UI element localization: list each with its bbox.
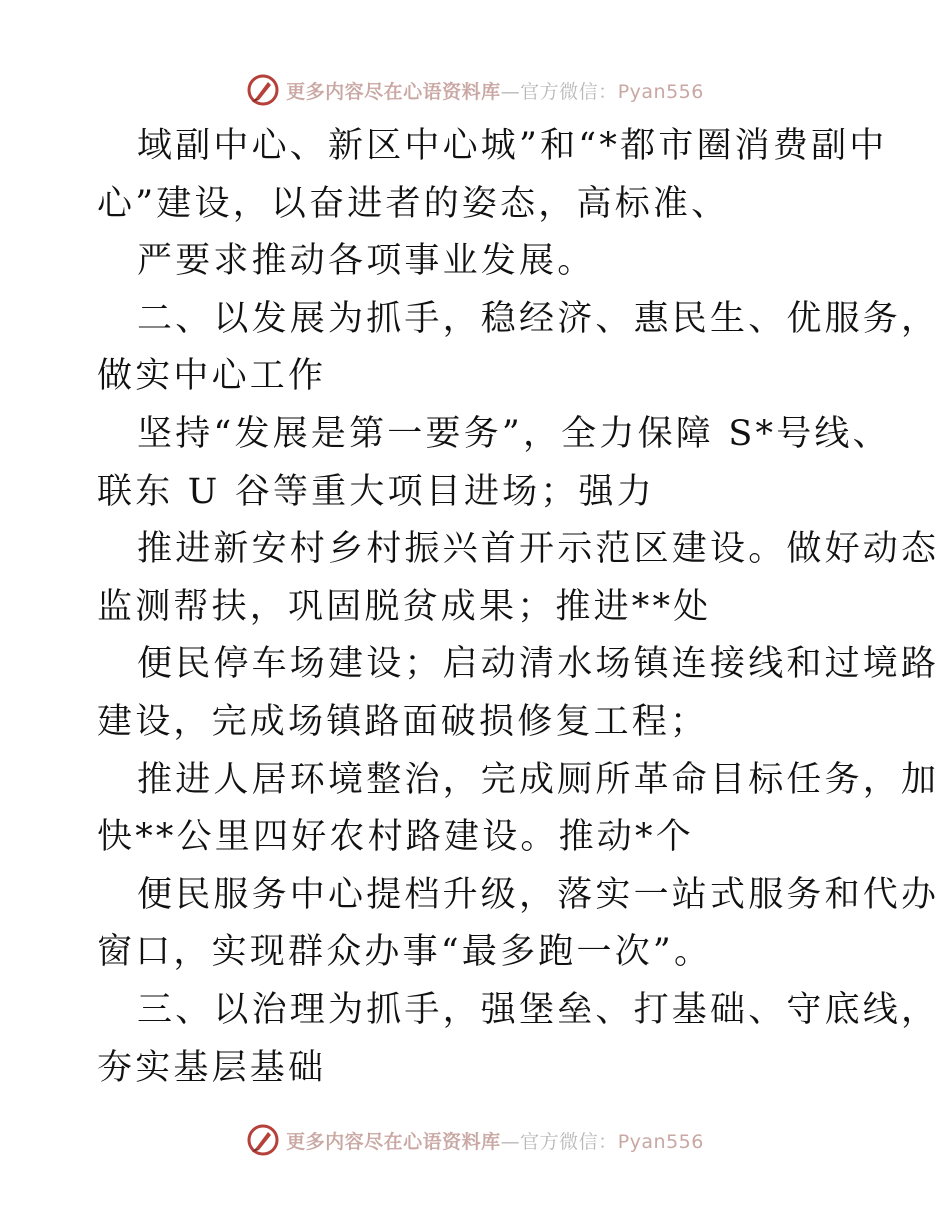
watermark-main-text: 更多内容尽在心语资料库 (286, 1130, 501, 1153)
watermark-text (286, 1127, 704, 1154)
pen-in-circle-icon (246, 73, 280, 107)
watermark-wechat-id: Pyan556 (617, 1130, 704, 1153)
text-line: 夯实基层基础 (97, 1047, 327, 1088)
text-line: 心”建设，以奋进者的姿态，高标准、 (97, 183, 730, 224)
text-line: 快**公里四好农村路建设。推动*个 (97, 817, 694, 858)
text-line: 便民服务中心提档升级，落实一站式服务和代办 (137, 874, 940, 915)
text-line: 监测帮扶，巩固脱贫成果；推进**处 (97, 586, 712, 627)
pen-in-circle-icon (246, 1123, 280, 1157)
watermark-separator: — (500, 1130, 521, 1153)
text-line: 便民停车场建设；启动清水场镇连接线和过境路 (137, 644, 940, 685)
text-line: 三、以治理为抓手，强堡垒、打基础、守底线， (137, 989, 940, 1030)
text-line: 联东 U 谷等重大项目进场；强力 (97, 471, 655, 512)
header-watermark (0, 70, 950, 110)
watermark-separator: — (500, 80, 521, 103)
document-body (97, 118, 940, 1097)
watermark-wechat-label: 官方微信： (520, 1130, 618, 1153)
text-line: 建设，完成场镇路面破损修复工程； (97, 701, 709, 742)
watermark-text (286, 77, 704, 104)
text-line: 域副中心、新区中心城”和“*都市圈消费副中 (137, 126, 888, 166)
watermark-wechat-label: 官方微信： (520, 80, 618, 103)
text-line: 推进新安村乡村振兴首开示范区建设。做好动态 (137, 529, 940, 570)
text-line: 做实中心工作 (97, 356, 327, 397)
watermark-wechat-id: Pyan556 (617, 80, 704, 103)
text-line: 严要求推动各项事业发展。 (137, 241, 596, 282)
watermark-main-text: 更多内容尽在心语资料库 (286, 80, 501, 103)
text-line: 二、以发展为抓手，稳经济、惠民生、优服务， (137, 298, 940, 339)
text-line: 坚持“发展是第一要务”，全力保障 S*号线、 (137, 413, 891, 454)
text-line: 推进人居环境整治，完成厕所革命目标任务，加 (137, 759, 940, 800)
text-line: 窗口，实现群众办事“最多跑一次”。 (97, 932, 713, 973)
footer-watermark (0, 1120, 950, 1160)
